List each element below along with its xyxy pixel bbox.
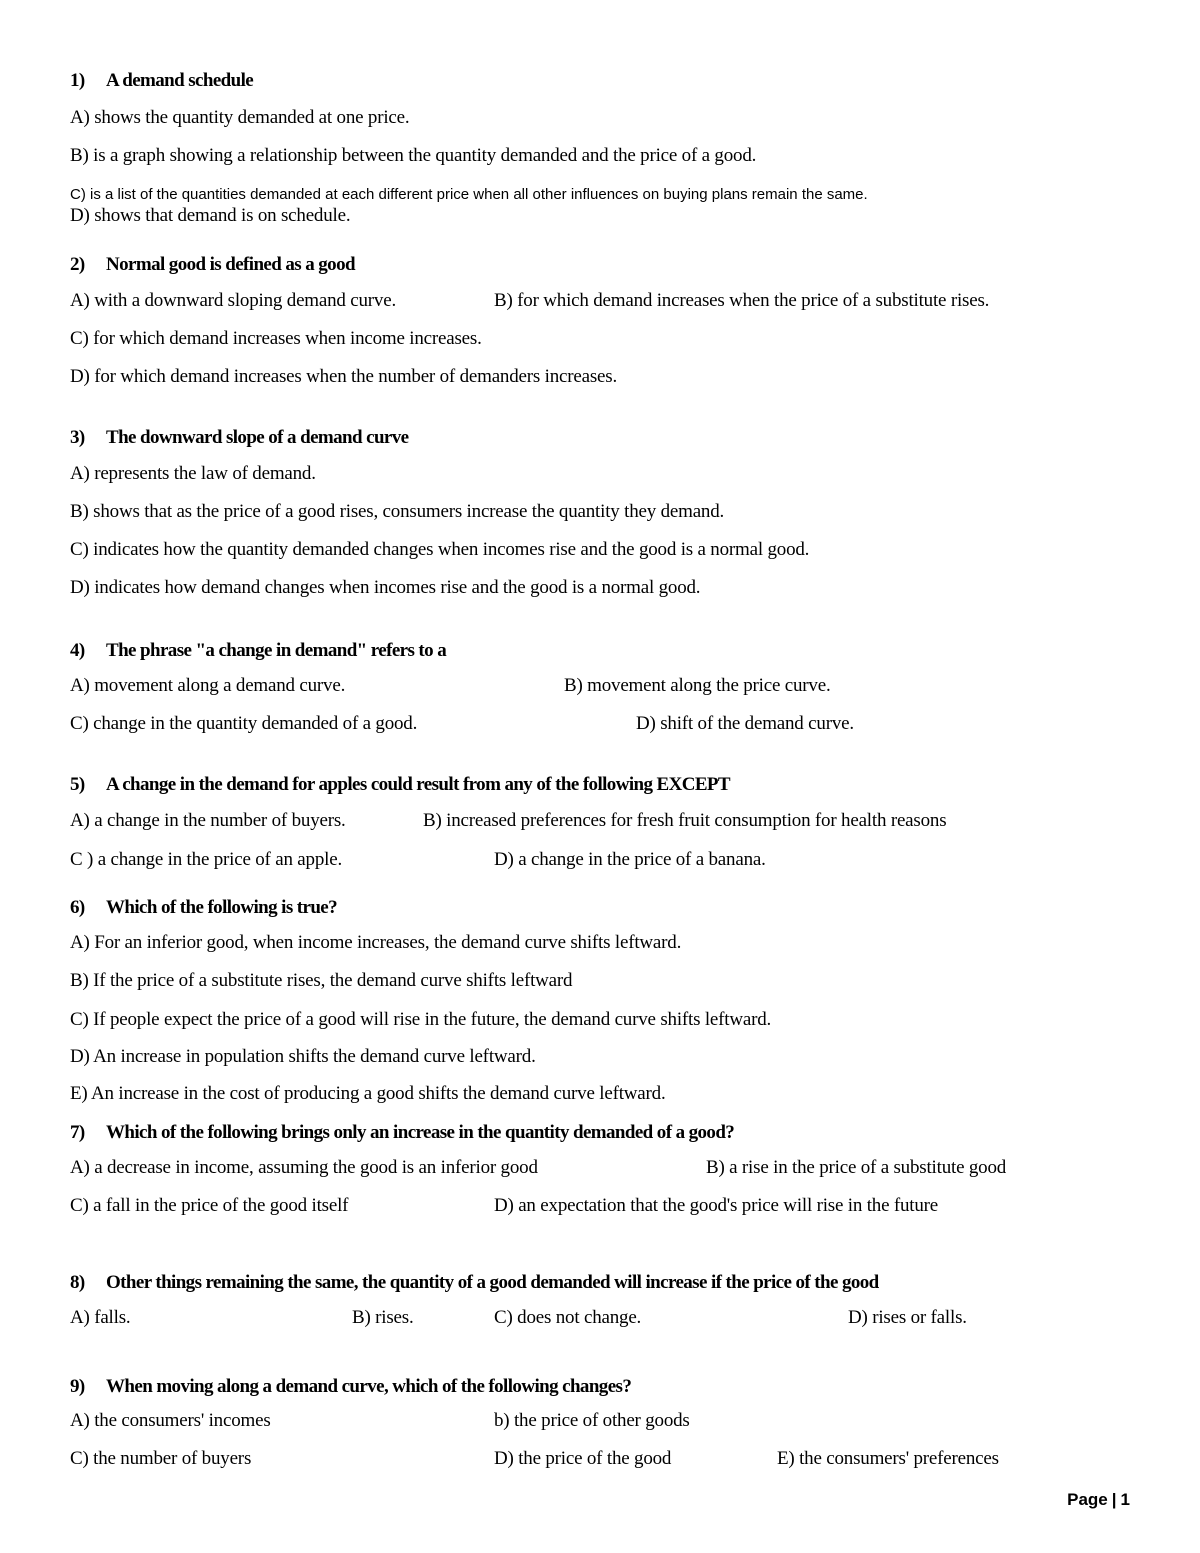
option-8b: B) rises. bbox=[352, 1307, 414, 1328]
question-prompt: Other things remaining the same, the quantity of a good demanded will increase if the price of the good bbox=[106, 1272, 879, 1293]
question-number: 4) bbox=[70, 640, 85, 661]
option-1d: D) shows that demand is on schedule. bbox=[70, 205, 351, 226]
option-9e: E) the consumers' preferences bbox=[777, 1448, 999, 1469]
question-number: 9) bbox=[70, 1376, 85, 1397]
option-4b: B) movement along the price curve. bbox=[564, 675, 831, 696]
option-8c: C) does not change. bbox=[494, 1307, 642, 1328]
question-number: 8) bbox=[70, 1272, 85, 1293]
option-6b: B) If the price of a substitute rises, the demand curve shifts leftward bbox=[70, 970, 573, 991]
question-number: 5) bbox=[70, 774, 85, 795]
option-4c: C) change in the quantity demanded of a good. bbox=[70, 713, 418, 734]
option-2a: A) with a downward sloping demand curve. bbox=[70, 290, 397, 311]
option-9d: D) the price of the good bbox=[494, 1448, 672, 1469]
option-5b: B) increased preferences for fresh fruit consumption for health reasons bbox=[423, 810, 947, 831]
option-7b: B) a rise in the price of a substitute good bbox=[706, 1157, 1007, 1178]
page-number: 1 bbox=[1120, 1490, 1130, 1509]
option-5c: C ) a change in the price of an apple. bbox=[70, 849, 343, 870]
option-1c: C) is a list of the quantities demanded at each different price when all other influences on buying plans remain the same. bbox=[70, 186, 868, 203]
option-7d: D) an expectation that the good's price will rise in the future bbox=[494, 1195, 939, 1216]
option-2c: C) for which demand increases when income increases. bbox=[70, 328, 482, 349]
option-3a: A) represents the law of demand. bbox=[70, 463, 316, 484]
option-4d: D) shift of the demand curve. bbox=[636, 713, 854, 734]
option-8a: A) falls. bbox=[70, 1307, 131, 1328]
option-7c: C) a fall in the price of the good itself bbox=[70, 1195, 349, 1216]
question-prompt: The phrase "a change in demand" refers to a bbox=[106, 640, 447, 661]
option-1b: B) is a graph showing a relationship between the quantity demanded and the price of a good. bbox=[70, 145, 757, 166]
page-separator: | bbox=[1111, 1490, 1117, 1509]
question-1 bbox=[70, 70, 253, 92]
option-5a: A) a change in the number of buyers. bbox=[70, 810, 346, 831]
question-number: 1) bbox=[70, 70, 85, 91]
option-6e: E) An increase in the cost of producing a good shifts the demand curve leftward. bbox=[70, 1083, 666, 1104]
option-2d: D) for which demand increases when the number of demanders increases. bbox=[70, 366, 618, 387]
question-5 bbox=[70, 774, 730, 796]
question-7 bbox=[70, 1122, 734, 1144]
option-5d: D) a change in the price of a banana. bbox=[494, 849, 766, 870]
option-2b: B) for which demand increases when the price of a substitute rises. bbox=[494, 290, 990, 311]
page-label: Page bbox=[1067, 1490, 1108, 1509]
option-6d: D) An increase in population shifts the demand curve leftward. bbox=[70, 1046, 536, 1067]
question-prompt: The downward slope of a demand curve bbox=[106, 427, 409, 448]
option-6a: A) For an inferior good, when income increases, the demand curve shifts leftward. bbox=[70, 932, 682, 953]
option-3c: C) indicates how the quantity demanded changes when incomes rise and the good is a normal good. bbox=[70, 539, 810, 560]
question-number: 3) bbox=[70, 427, 85, 448]
option-3b: B) shows that as the price of a good rises, consumers increase the quantity they demand. bbox=[70, 501, 725, 522]
question-prompt: Which of the following is true? bbox=[106, 897, 338, 918]
question-2 bbox=[70, 254, 355, 276]
question-prompt: A change in the demand for apples could result from any of the following EXCEPT bbox=[106, 774, 730, 795]
option-3d: D) indicates how demand changes when incomes rise and the good is a normal good. bbox=[70, 577, 701, 598]
question-6 bbox=[70, 897, 337, 919]
option-9a: A) the consumers' incomes bbox=[70, 1410, 271, 1431]
question-4 bbox=[70, 640, 446, 662]
question-prompt: Normal good is defined as a good bbox=[106, 254, 355, 275]
page-footer bbox=[1067, 1490, 1130, 1510]
question-8 bbox=[70, 1272, 879, 1294]
option-8d: D) rises or falls. bbox=[848, 1307, 967, 1328]
option-4a: A) movement along a demand curve. bbox=[70, 675, 346, 696]
option-1a: A) shows the quantity demanded at one price. bbox=[70, 107, 410, 128]
option-7a: A) a decrease in income, assuming the good is an inferior good bbox=[70, 1157, 538, 1178]
question-prompt: A demand schedule bbox=[106, 70, 254, 91]
option-9c: C) the number of buyers bbox=[70, 1448, 252, 1469]
option-9b: b) the price of other goods bbox=[494, 1410, 690, 1431]
option-6c: C) If people expect the price of a good will rise in the future, the demand curve shifts leftward. bbox=[70, 1009, 772, 1030]
question-number: 7) bbox=[70, 1122, 85, 1143]
question-number: 2) bbox=[70, 254, 85, 275]
question-3 bbox=[70, 427, 408, 449]
question-prompt: Which of the following brings only an increase in the quantity demanded of a good? bbox=[106, 1122, 735, 1143]
question-number: 6) bbox=[70, 897, 85, 918]
question-9 bbox=[70, 1376, 631, 1398]
question-prompt: When moving along a demand curve, which of the following changes? bbox=[106, 1376, 632, 1397]
